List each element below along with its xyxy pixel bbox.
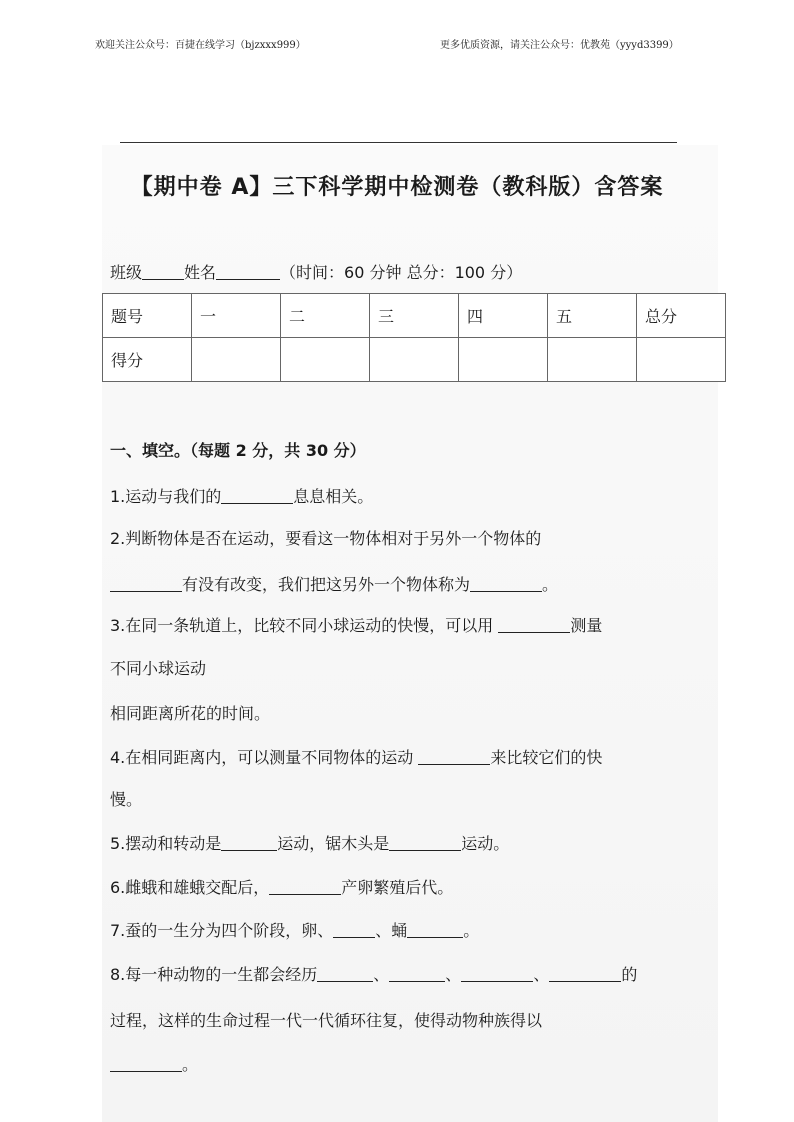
question-1	[110, 484, 373, 507]
q8-text: 8.每一种动物的一生都会经历	[110, 965, 318, 984]
question-4-line1	[110, 745, 602, 768]
q2-text: 有没有改变，我们把这另外一个物体称为	[182, 575, 471, 594]
q4-text-mid: 来比较它们的快	[490, 748, 603, 767]
score-header-cell: 三	[370, 294, 459, 338]
q4-text: 4.在相同距离内，可以测量不同物体的运动	[110, 748, 419, 767]
answer-blank[interactable]	[221, 834, 277, 851]
score-cell[interactable]	[281, 338, 370, 382]
question-8-line1	[110, 962, 637, 985]
q2-text-end: 。	[542, 575, 559, 594]
q5-text: 5.摆动和转动是	[110, 834, 222, 853]
q7-text: 7.蚕的一生分为四个阶段，卵、	[110, 921, 334, 940]
answer-blank[interactable]	[470, 575, 542, 592]
section-1-title: 一、填空。（每题 2 分，共 30 分）	[110, 441, 366, 460]
score-table	[102, 293, 726, 382]
q7-text-mid: 、蛹	[375, 921, 408, 940]
answer-blank[interactable]	[549, 965, 621, 982]
header-left-note: 欢迎关注公众号：百捷在线学习（bjzxxx999）	[95, 40, 306, 51]
answer-blank[interactable]	[333, 921, 375, 938]
q3-text: 3.在同一条轨道上，比较不同小球运动的快慢，可以用	[110, 616, 499, 635]
answer-blank[interactable]	[110, 1055, 182, 1072]
header-right-note: 更多优质资源，请关注公众号：优教苑（yyyd3399）	[440, 40, 679, 51]
score-cell[interactable]	[370, 338, 459, 382]
q8-text-final: 。	[182, 1055, 199, 1074]
name-label: 姓名	[184, 263, 217, 282]
question-8-line3	[110, 1052, 198, 1075]
answer-blank[interactable]	[407, 921, 463, 938]
top-divider	[120, 142, 677, 143]
q5-text-end: 运动。	[461, 834, 510, 853]
score-header-cell: 一	[192, 294, 281, 338]
score-table-score-row	[103, 338, 726, 382]
question-3-line2: 不同小球运动	[110, 659, 207, 678]
score-header-cell: 五	[548, 294, 637, 338]
score-cell[interactable]	[637, 338, 726, 382]
class-blank[interactable]	[142, 263, 184, 280]
answer-blank[interactable]	[461, 965, 533, 982]
answer-blank[interactable]	[317, 965, 373, 982]
page-title: 【期中卷 A】三下科学期中检测卷（教科版）含答案	[130, 175, 664, 200]
answer-blank[interactable]	[389, 965, 445, 982]
score-header-cell: 题号	[103, 294, 192, 338]
score-cell[interactable]	[459, 338, 548, 382]
q6-text: 6.雌蛾和雄蛾交配后，	[110, 878, 270, 897]
q8-sep: 、	[445, 965, 462, 984]
question-6	[110, 875, 453, 898]
student-info-line	[110, 260, 522, 283]
class-label: 班级	[110, 263, 143, 282]
score-header-cell: 总分	[637, 294, 726, 338]
answer-blank[interactable]	[221, 487, 293, 504]
q1-text: 1.运动与我们的	[110, 487, 222, 506]
score-header-cell: 二	[281, 294, 370, 338]
q8-sep: 、	[533, 965, 550, 984]
time-score-text: （时间：60 分钟 总分：100 分）	[280, 263, 523, 282]
q5-text-mid: 运动，锯木头是	[277, 834, 390, 853]
q3-text-mid: 测量	[570, 616, 603, 635]
question-2-line2	[110, 572, 558, 595]
answer-blank[interactable]	[498, 616, 570, 633]
q8-sep: 、	[373, 965, 390, 984]
answer-blank[interactable]	[269, 878, 341, 895]
question-4-line2: 慢。	[110, 790, 143, 809]
answer-blank[interactable]	[389, 834, 461, 851]
score-header-cell: 四	[459, 294, 548, 338]
question-3-line1	[110, 613, 602, 636]
q6-text-end: 产卵繁殖后代。	[341, 878, 454, 897]
score-cell[interactable]	[192, 338, 281, 382]
question-2-line1: 2.判断物体是否在运动，要看这一物体相对于另外一个物体的	[110, 529, 542, 548]
question-7	[110, 918, 479, 941]
q7-text-end: 。	[463, 921, 480, 940]
score-cell[interactable]	[548, 338, 637, 382]
answer-blank[interactable]	[418, 748, 490, 765]
question-8-line2: 过程，这样的生命过程一代一代循环往复，使得动物种族得以	[110, 1011, 543, 1030]
q8-text-end: 的	[621, 965, 638, 984]
question-3-line3: 相同距离所花的时间。	[110, 704, 271, 723]
q1-text-end: 息息相关。	[293, 487, 374, 506]
name-blank[interactable]	[216, 263, 280, 280]
score-row-label: 得分	[103, 338, 192, 382]
question-5	[110, 831, 509, 854]
answer-blank[interactable]	[110, 575, 182, 592]
score-table-header-row	[103, 294, 726, 338]
